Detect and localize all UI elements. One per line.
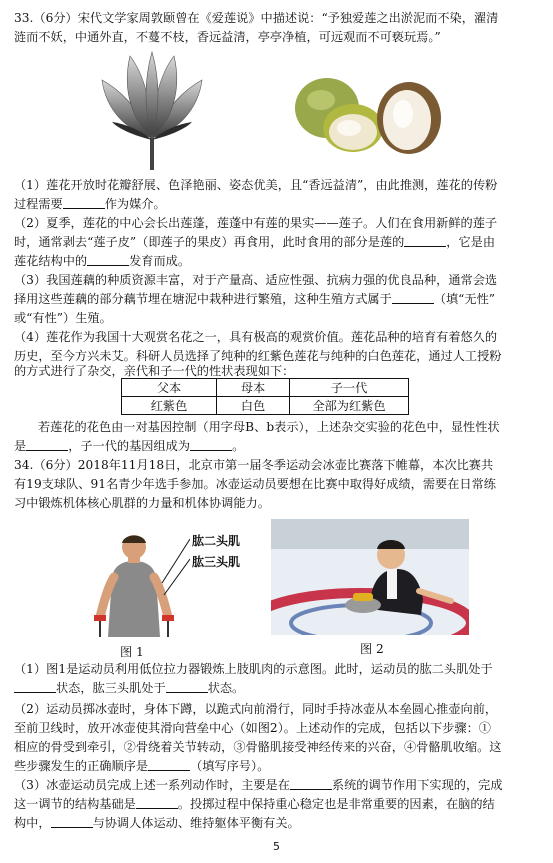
q33-part3-line-3: 或“有性”）生殖。	[14, 311, 112, 325]
q34-part3-line-3: 构中， 与协调人体运动、维持躯体平衡有关。	[14, 816, 300, 830]
figure2-curling-image	[271, 519, 469, 635]
table-header-father: 父本	[122, 379, 217, 397]
table-header-mother: 母本	[217, 379, 290, 397]
q34-part1-line-1: （1）图1是运动员利用低位拉力器锻炼上肢肌肉的示意图。此时，运动员的肱二头肌处于	[14, 662, 493, 676]
figure2-caption: 图 2	[360, 642, 384, 656]
q33-part4-line-3: 的方式进行了杂交，亲代和子一代的性状表现如下：	[14, 364, 295, 378]
q33-part5-line-1: 若莲花的花色由一对基因控制（用字母B、b表示），上述杂交实验的花色中，显性性状	[38, 420, 500, 434]
table-header-row	[122, 379, 409, 397]
q33-intro-line-2: 涟而不妖，中通外直，不蔓不枝，香远益清，亭亭净植，可远观而不可亵玩焉。”	[14, 30, 441, 44]
lotus-seeds-image	[293, 72, 445, 160]
q33-part1-line-1: （1）莲花开放时花瓣舒展、色泽艳丽、姿态优美，且“香远益清”，由此推测，莲花的传粉	[14, 178, 498, 192]
answer-blank[interactable]	[166, 682, 208, 693]
q34-intro-line-2: 有19支球队、91名青少年选手参加。冰壶运动员要想在比赛中取得好成绩，需要在日常练	[14, 477, 496, 491]
q33-part3-line-1: （3）我国莲藕的种质资源丰富，对于产量高、适应性强、抗病力强的优良品种，通常会选	[14, 273, 498, 287]
q34-part2-line-1: （2）运动员掷冰壶时，身体下蹲，以跪式向前滑行，同时手持冰壶从本垒圆心推壶向前，	[14, 702, 498, 716]
answer-blank[interactable]	[63, 198, 105, 209]
figure1-caption: 图 1	[120, 645, 144, 659]
table-header-offspring: 子一代	[290, 379, 409, 397]
answer-blank[interactable]	[290, 779, 332, 790]
q34-intro-line-1: 34.（6分）2018年11月18日，北京市第一届冬季运动会冰壶比赛落下帷幕，本次比赛共	[14, 458, 494, 472]
table-row	[122, 397, 409, 415]
triceps-label: 肱三头肌	[192, 555, 241, 569]
table-cell-mother: 白色	[217, 397, 290, 415]
q33-part2-line-2: 时，通常剥去“莲子皮”（即莲子的果皮）再食用，此时食用的部分是莲的 ，它是由	[14, 235, 496, 249]
answer-blank[interactable]	[14, 682, 56, 693]
q33-part4-line-1: （4）莲花作为我国十大观赏名花之一，具有极高的观赏价值。莲花品种的培育有着悠久的	[14, 330, 498, 344]
biceps-label: 肱二头肌	[192, 534, 241, 548]
answer-blank[interactable]	[190, 440, 232, 451]
figure1-athlete-image	[78, 517, 190, 637]
q33-part2-line-1: （2）夏季，莲花的中心会长出莲蓬，莲蓬中有莲的果实——莲子。人们在食用新鲜的莲子	[14, 216, 498, 230]
q34-intro-line-3: 习中锻炼机体核心肌群的力量和机体协调能力。	[14, 496, 270, 510]
page-number: 5	[273, 840, 280, 853]
q33-part5-line-2: 是 ，子一代的基因组成为 。	[14, 439, 245, 453]
table-cell-father: 红紫色	[122, 397, 217, 415]
answer-blank[interactable]	[51, 817, 93, 828]
q34-part3-line-2: 这一调节的结构基础是 。投掷过程中保持重心稳定也是非常重要的因素，在脑的结	[14, 797, 495, 811]
q34-part1-line-2: 状态，肱三头肌处于 状态。	[14, 681, 244, 695]
q33-part3-line-2: 择用这些莲藕的部分藕节埋在塘泥中栽种进行繁殖，这种生殖方式属于 （填“无性”	[14, 292, 496, 306]
answer-blank[interactable]	[26, 440, 68, 451]
answer-blank[interactable]	[136, 798, 178, 809]
q34-part2-line-4: 些步骤发生的正确顺序是 （填写序号）。	[14, 759, 270, 773]
q33-part4-line-2: 历史，至今方兴未艾。科研人员选择了纯种的红紫色莲花与纯种的白色莲花，通过人工授粉	[14, 349, 502, 363]
q33-part1-line-2: 过程需要 作为媒介。	[14, 197, 166, 211]
lotus-flower-image	[96, 50, 208, 170]
table-cell-offspring: 全部为红紫色	[290, 397, 409, 415]
q34-part2-line-2: 至前卫线时，放开冰壶使其滑向营垒中心（如图2）。上述动作的完成，包括以下步骤：①	[14, 721, 491, 735]
q33-intro-line-1: 33.（6分）宋代文学家周敦颐曾在《爱莲说》中描述说：“予独爱莲之出淤泥而不染，濯清	[14, 11, 499, 25]
answer-blank[interactable]	[87, 255, 129, 266]
cross-result-table	[121, 378, 409, 415]
q34-part3-line-1: （3）冰壶运动员完成上述一系列动作时，主要是在 系统的调节作用下实现的，完成	[14, 778, 503, 792]
answer-blank[interactable]	[392, 293, 434, 304]
q33-part2-line-3: 莲花结构中的 发育而成。	[14, 254, 191, 268]
answer-blank[interactable]	[404, 236, 446, 247]
answer-blank[interactable]	[148, 760, 190, 771]
q34-part2-line-3: 相应的骨受到牵引，②骨绕着关节转动，③骨骼肌接受神经传来的兴奋，④骨骼肌收缩。这	[14, 740, 502, 754]
